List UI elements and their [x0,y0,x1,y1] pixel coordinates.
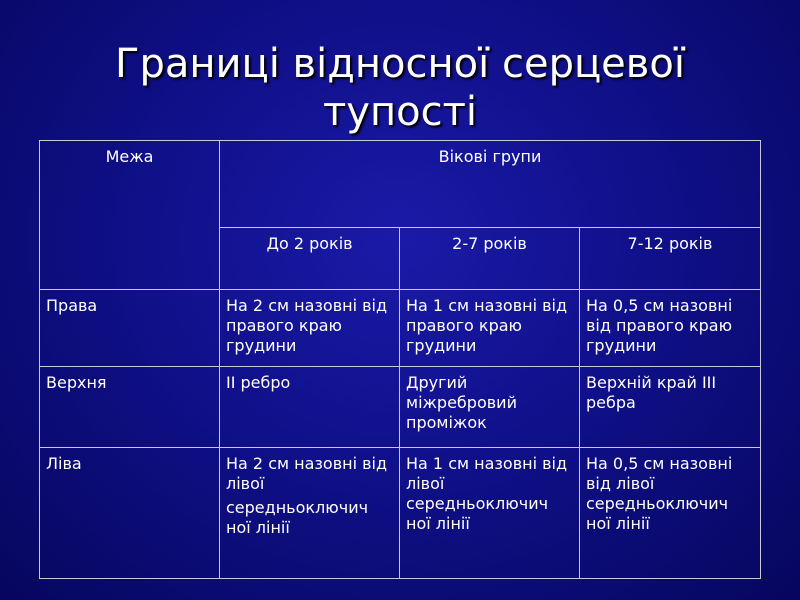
table-cell [220,367,400,448]
cardiac-dullness-table [39,140,761,579]
table-cell [580,448,761,579]
header-group-under-2: До 2 років [220,228,400,290]
table-cell [580,290,761,367]
table-cell [400,367,580,448]
row-label-right: Права [40,290,220,367]
header-group-2-7: 2-7 років [400,228,580,290]
table-row [40,290,761,367]
slide-title [0,40,800,136]
row-label-left: Ліва [40,448,220,579]
table-cell [400,448,580,579]
cell-text: На 1 см назовні від лівої середньоключич ної лінії [406,454,568,533]
header-group-7-12: 7-12 років [580,228,761,290]
cell-text: середньоключич ної лінії [226,498,369,537]
table-cell [220,448,400,579]
table-cell [400,290,580,367]
header-boundary: Межа [40,141,220,290]
cell-text: На 0,5 см назовні від правого краю грудини [586,296,733,355]
cell-text: На 0,5 см назовні від лівої середньоключич ної лінії [586,454,733,533]
table-header-row [40,141,761,228]
row-label-upper: Верхня [40,367,220,448]
cell-text: На 2 см назовні від лівої [226,454,388,493]
cell-text: На 1 см назовні від правого краю грудини [406,296,568,355]
table-cell [580,367,761,448]
header-age-groups: Вікові групи [220,141,761,228]
cell-text: Верхній край III ребра [586,373,717,412]
table-cell [220,290,400,367]
table-row [40,367,761,448]
cell-text: На 2 см назовні від правого краю грудини [226,296,388,355]
cell-text: Другий міжребровий проміжок [406,373,517,432]
slide-title-line-1: Границі відносної серцевої [115,41,685,87]
slide-title-line-2: тупості [322,89,477,135]
cell-text: II ребро [226,373,291,392]
table-row [40,448,761,579]
